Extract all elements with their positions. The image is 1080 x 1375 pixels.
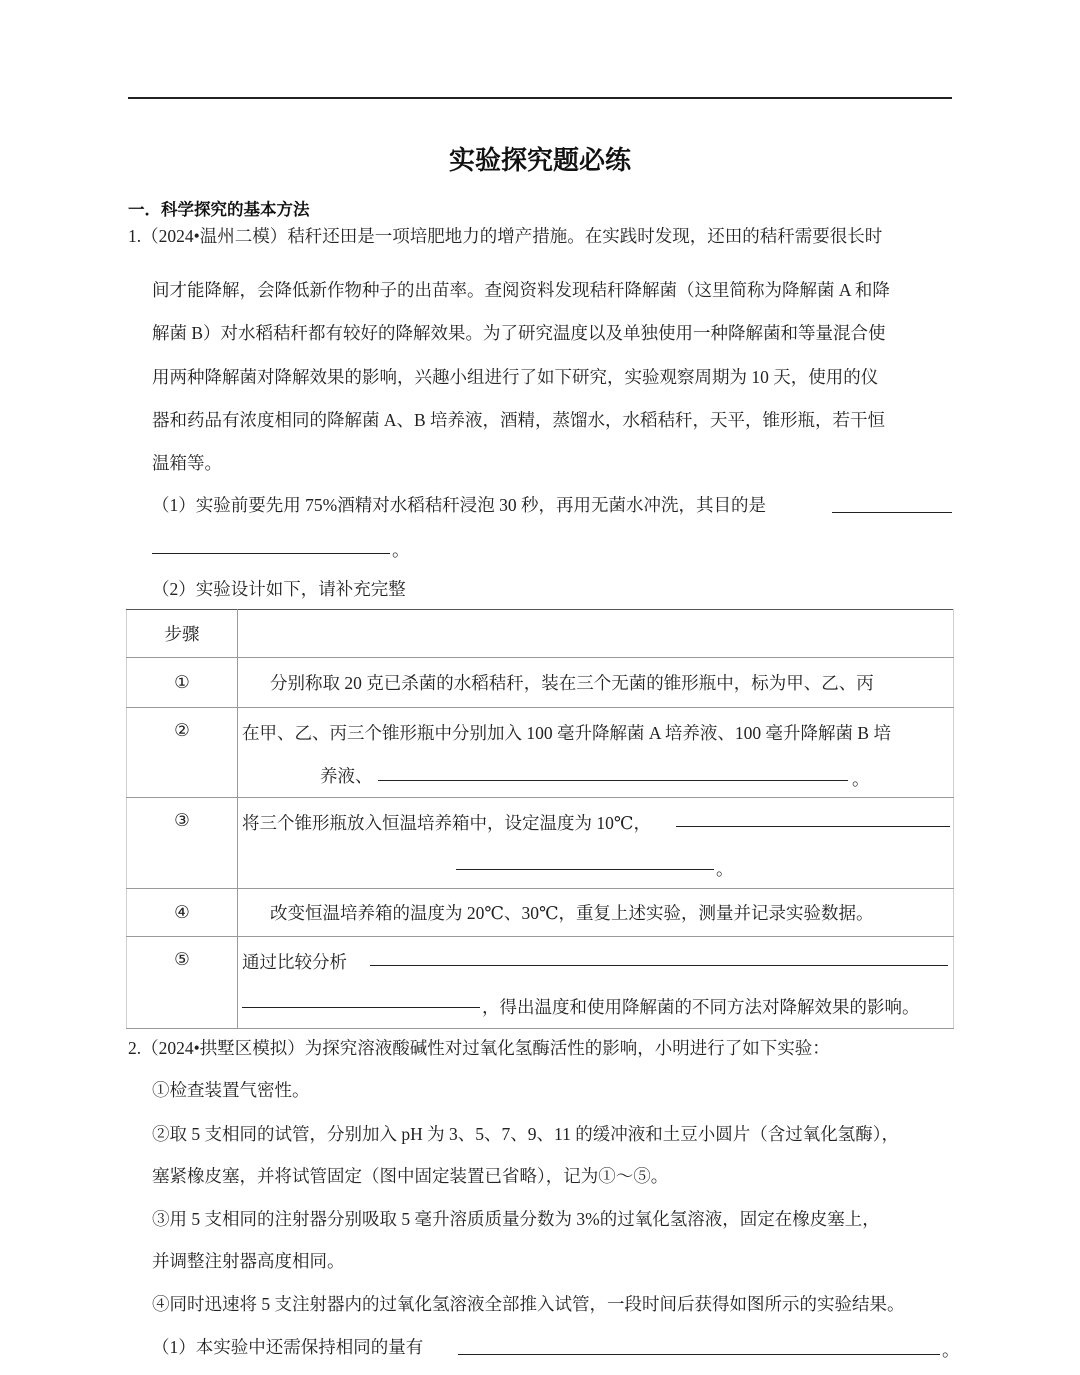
step-number: ④: [127, 889, 238, 937]
q1-sub1-answer-blank[interactable]: [832, 498, 952, 513]
step-number: ②: [127, 708, 238, 798]
q2-step: 并调整注射器高度相同。: [152, 1251, 345, 1271]
step-content: [238, 937, 954, 1029]
q1-stem-line: 解菌 B）对水稻秸秆都有较好的降解效果。为了研究温度以及单独使用一种降解菌和等量混合使: [152, 323, 886, 343]
step-line: 将三个锥形瓶放入恒温培养箱中，设定温度为 10℃，: [242, 813, 651, 833]
q1-sub2-text: （2）实验设计如下，请补充完整: [152, 579, 406, 599]
step-end: 。: [716, 859, 734, 879]
step3-answer-blank-cont[interactable]: [456, 855, 714, 870]
q2-step: 塞紧橡皮塞，并将试管固定（图中固定装置已省略），记为①～⑤。: [152, 1166, 669, 1186]
q2-sub1-answer-blank[interactable]: [458, 1340, 940, 1355]
q2-step: ①检查装置气密性。: [152, 1080, 310, 1100]
q1-stem-line: 间才能降解，会降低新作物种子的出苗率。查阅资料发现秸秆降解菌（这里简称为降解菌 A 和降: [152, 280, 890, 300]
step-number: ⑤: [127, 937, 238, 1029]
q1-sub1-end: 。: [392, 540, 410, 560]
table-row: [127, 889, 954, 937]
step3-answer-blank[interactable]: [676, 812, 950, 827]
q2-sub1-text: （1）本实验中还需保持相同的量有: [152, 1337, 424, 1357]
q2-sub1-end: 。: [942, 1340, 960, 1360]
table-row: [127, 708, 954, 798]
step-content: [238, 798, 954, 889]
q2-step: ④同时迅速将 5 支注射器内的过氧化氢溶液全部推入试管，一段时间后获得如图所示的实验结果。: [152, 1294, 905, 1314]
step-content: 分别称取 20 克已杀菌的水稻秸秆，装在三个无菌的锥形瓶中，标为甲、乙、丙: [238, 658, 954, 708]
q1-stem-line: 温箱等。: [152, 453, 222, 473]
q1-sub1: [152, 495, 766, 515]
step-line: ，得出温度和使用降解菌的不同方法对降解效果的影响。: [482, 997, 920, 1017]
q1-stem-line: 1.（2024•温州二模）秸秆还田是一项培肥地力的增产措施。在实践时发现，还田的秸秆需要很长时: [128, 226, 883, 246]
step-number: ①: [127, 658, 238, 708]
table-row: [127, 937, 954, 1029]
step2-answer-blank[interactable]: [378, 766, 848, 781]
table-header-content: [238, 610, 954, 658]
step-line: 养液、: [320, 766, 373, 786]
table-row: [127, 798, 954, 889]
q2-step: ②取 5 支相同的试管，分别加入 pH 为 3、5、7、9、11 的缓冲液和土豆小圆片（含过氧化氢酶），: [152, 1124, 899, 1144]
table-row: [127, 658, 954, 708]
step5-answer-blank-cont[interactable]: [242, 993, 480, 1008]
page-title: 实验探究题必练: [448, 146, 631, 176]
q1-sub1-text: （1）实验前要先用 75%酒精对水稻秸秆浸泡 30 秒，再用无菌水冲洗，其目的是: [152, 495, 766, 515]
q1-sub1-answer-blank-cont[interactable]: [152, 539, 390, 554]
step-content: [238, 708, 954, 798]
step-number: ③: [127, 798, 238, 889]
table-header-steps: 步骤: [127, 610, 238, 658]
q1-stem-line: 器和药品有浓度相同的降解菌 A、B 培养液，酒精，蒸馏水，水稻秸秆，天平，锥形瓶，若干恒: [152, 410, 886, 430]
q2-stem: 2.（2024•拱墅区模拟）为探究溶液酸碱性对过氧化氢酶活性的影响，小明进行了如下实验：: [128, 1038, 830, 1058]
step-line: 在甲、乙、丙三个锥形瓶中分别加入 100 毫升降解菌 A 培养液、100 毫升降解菌 B 培: [242, 723, 891, 743]
step5-answer-blank[interactable]: [370, 951, 948, 966]
step-line: 通过比较分析: [242, 952, 347, 972]
section-heading: 一．科学探究的基本方法: [128, 200, 310, 219]
step-end: 。: [852, 769, 870, 789]
experiment-steps-table: [126, 609, 954, 1029]
q2-step: ③用 5 支相同的注射器分别吸取 5 毫升溶质质量分数为 3%的过氧化氢溶液，固定在橡皮塞上，: [152, 1209, 880, 1229]
header-rule: [128, 97, 952, 99]
q1-stem-line: 用两种降解菌对降解效果的影响，兴趣小组进行了如下研究，实验观察周期为 10 天，使用的仪: [152, 367, 879, 387]
step-content: 改变恒温培养箱的温度为 20℃、30℃，重复上述实验，测量并记录实验数据。: [238, 889, 954, 937]
